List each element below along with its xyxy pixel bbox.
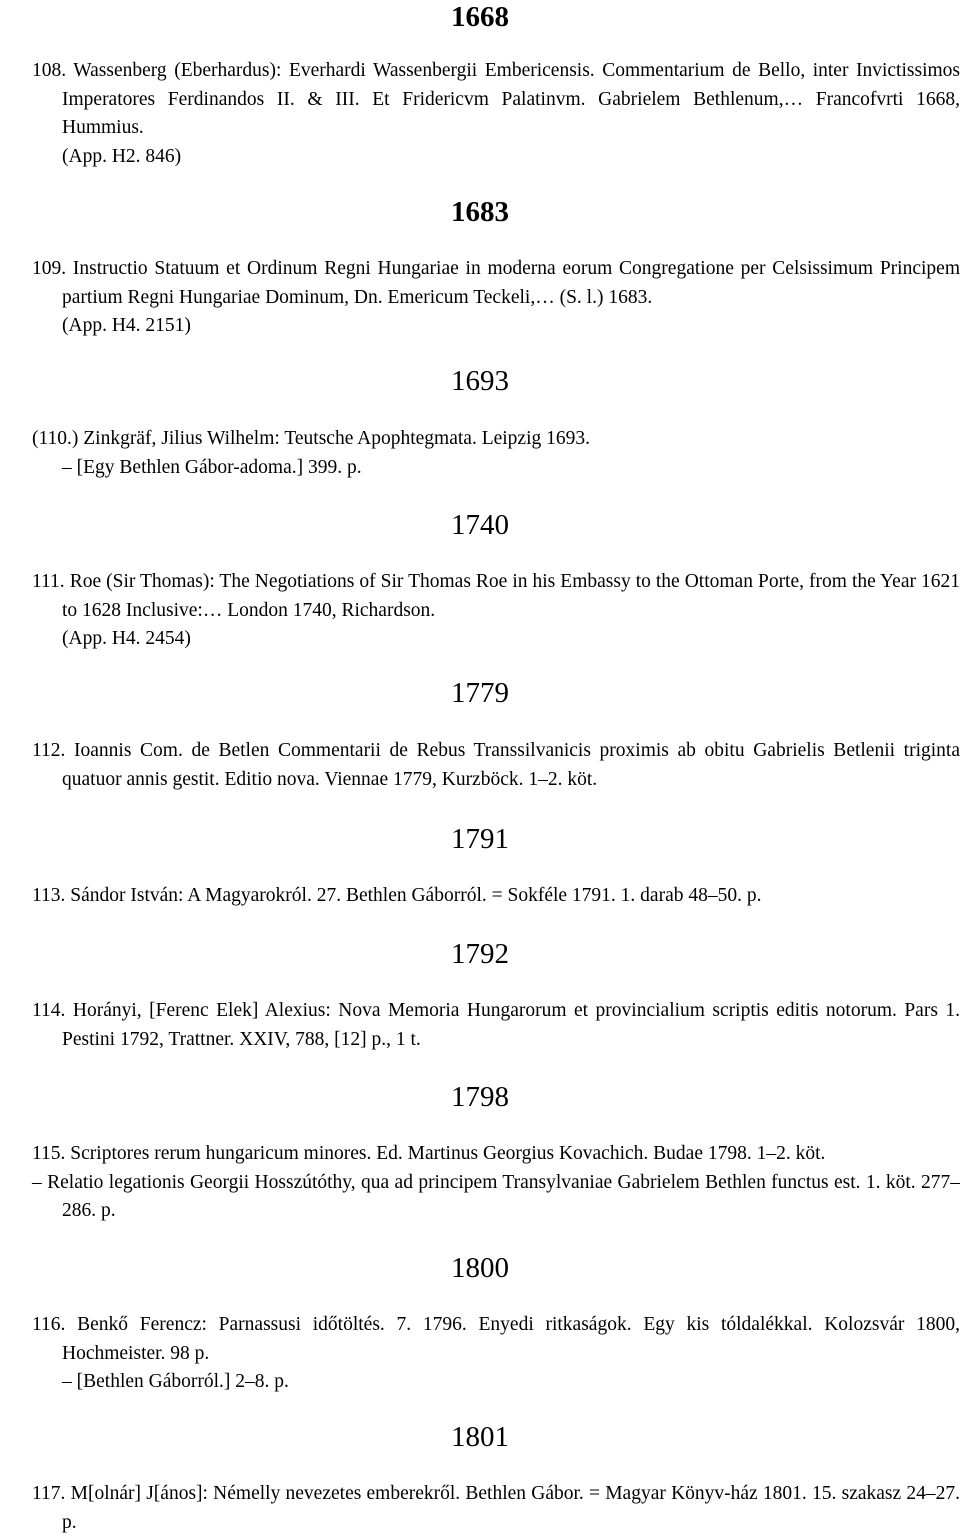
year-heading-1683: 1683 bbox=[451, 196, 509, 228]
entry-116 bbox=[32, 1311, 960, 1397]
entry-subentry: – [Bethlen Gáborról.] 2–8. p. bbox=[62, 1371, 289, 1392]
entry-text: 109. Instructio Statuum et Ordinum Regni Hungariae in moderna eorum Congregatione per Celsissimum Principem partium Regni Hungariae Dominum, Dn. Emericum Teckeli,… (S. l.) 1683. bbox=[32, 258, 960, 308]
entry-111 bbox=[32, 568, 960, 654]
year-heading-1693: 1693 bbox=[451, 365, 509, 397]
entry-108 bbox=[32, 57, 960, 171]
entry-text: 114. Horányi, [Ferenc Elek] Alexius: Nova Memoria Hungarorum et provincialium scriptis editis notorum. Pars 1. Pestini 1792, Trattner. XXIV, 788, [12] p., 1 t. bbox=[32, 1000, 960, 1050]
entry-115 bbox=[32, 1140, 960, 1226]
entry-reference: (App. H2. 846) bbox=[62, 145, 182, 167]
year-heading-1740: 1740 bbox=[451, 509, 509, 541]
year-heading-1668: 1668 bbox=[451, 1, 509, 33]
entry-112 bbox=[32, 737, 960, 794]
entry-text: 112. Ioannis Com. de Betlen Commentarii de Rebus Transsilvanicis proximis ab obitu Gabrielis Betlenii triginta quatuor annis gestit. Editio nova. Viennae 1779, Kurzböck. 1–2. köt. bbox=[32, 740, 960, 790]
entry-text: 117. M[olnár] J[ános]: Némelly nevezetes emberekről. Bethlen Gábor. = Magyar Könyv-ház 1801. 15. szakasz 24–27. p. bbox=[32, 1483, 960, 1533]
entry-subentry: – Relatio legationis Georgii Hosszútóthy, qua ad principem Transylvaniae Gabrielem Bethlen functus est. 1. köt. 277–286. p. bbox=[32, 1171, 960, 1221]
year-heading-1798: 1798 bbox=[451, 1081, 509, 1113]
entry-reference: (App. H4. 2151) bbox=[62, 315, 191, 336]
year-heading-1792: 1792 bbox=[451, 938, 509, 970]
entry-text: 116. Benkő Ferencz: Parnassusi időtöltés. 7. 1796. Enyedi ritkaságok. Egy kis tóldalékkal. Kolozsvár 1800, Hochmeister. 98 p. bbox=[32, 1314, 960, 1364]
entry-text: 113. Sándor István: A Magyarokról. 27. Bethlen Gáborról. = Sokféle 1791. 1. darab 48–50. p. bbox=[32, 885, 762, 906]
entry-subentry: – [Egy Bethlen Gábor-adoma.] 399. p. bbox=[62, 456, 362, 478]
entry-113 bbox=[32, 882, 960, 911]
year-heading-1779: 1779 bbox=[451, 677, 509, 709]
entry-114 bbox=[32, 997, 960, 1054]
entry-109 bbox=[32, 255, 960, 341]
entry-text: (110.) Zinkgräf, Jilius Wilhelm: Teutsche Apophtegmata. Leipzig 1693. bbox=[32, 428, 591, 449]
year-heading-1791: 1791 bbox=[451, 823, 509, 855]
entry-110 bbox=[32, 425, 960, 482]
entry-text: 111. Roe (Sir Thomas): The Negotiations of Sir Thomas Roe in his Embassy to the Ottoman Porte, from the Year 1621 to 1628 Inclusive:… London 1740, Richardson. bbox=[32, 571, 960, 621]
entry-text: 108. Wassenberg (Eberhardus): Everhardi Wassenbergii Embericensis. Commentarium de Bello, inter Invictissimos Imperatores Ferdinandos II. & III. Et Fridericvm Palatinvm. Gabrielem Bethlenum,… Francofvrti 1668, Hummius. bbox=[32, 60, 960, 138]
entry-117 bbox=[32, 1480, 960, 1537]
entry-text: 115. Scriptores rerum hungaricum minores. Ed. Martinus Georgius Kovachich. Budae 1798. 1–2. köt. bbox=[32, 1143, 826, 1164]
entry-reference: (App. H4. 2454) bbox=[62, 628, 191, 649]
year-heading-1800: 1800 bbox=[451, 1252, 509, 1284]
year-heading-1801: 1801 bbox=[451, 1421, 509, 1453]
